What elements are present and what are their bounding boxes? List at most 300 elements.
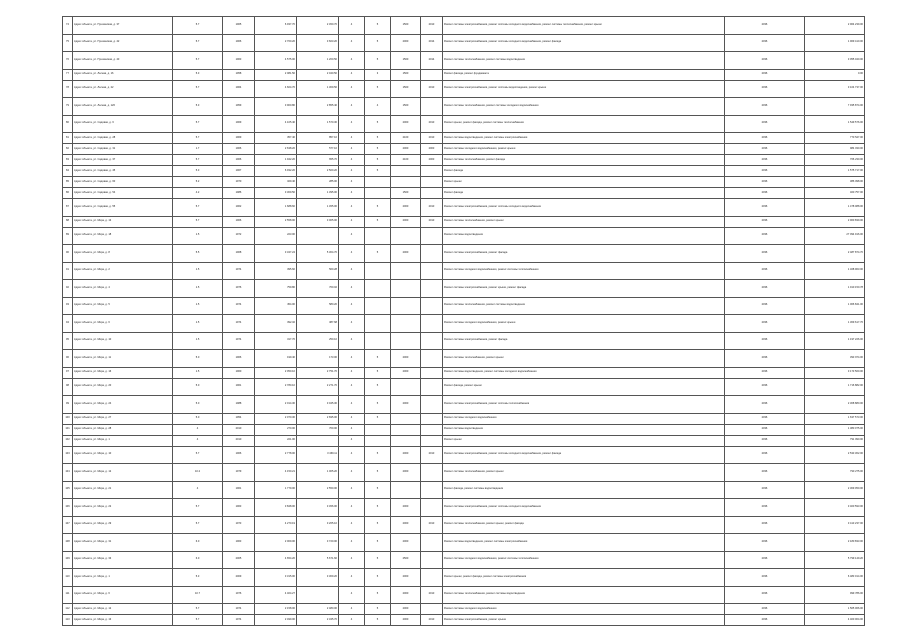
row-number: 107 [63,516,73,534]
year-cell: 1972 [223,227,255,245]
year-cell: 1966 [223,155,255,166]
repair-year-cell: 2036 [725,604,805,615]
table-row [63,424,865,435]
floors-cell [365,188,391,199]
entrances-cell: 4 [339,144,365,155]
address-cell: Адрес объекта, ул. Мира, д. 31 [73,534,173,552]
year-cell: 1974 [223,297,255,315]
work-types-cell: Ремонт системы холодного водоснабжения [443,604,725,615]
series-cell: 5.0 [173,396,223,414]
series-cell: 1.5 [173,297,223,315]
address-cell: Адрес объекта, ул. Мира, д. 6 [73,315,173,333]
area-cell: 223.00 [255,227,297,245]
address-cell: Адрес объекта, ул. Мира, д. 2 [73,262,173,280]
deadline-cell: 2003 [421,144,443,155]
table-row [63,245,865,263]
table-row [63,115,865,133]
cost-cell: 2 180 833.00 [805,534,865,552]
deadline-cell: 2013 [421,80,443,98]
repair-year-cell: 2036 [725,262,805,280]
area-cell: 1 942.20 [255,155,297,166]
area-cell: 4 575.00 [255,52,297,70]
table-row [63,464,865,482]
year-cell: 2010 [223,424,255,435]
floors-cell [365,262,391,280]
year-cell: 1976 [223,586,255,604]
work-types-cell: Ремонт системы холодного водоснабжения, ремонт системы теплоснабжения [443,262,725,280]
work-types-cell: Ремонт системы электроснабжения, ремонт системы холодного водоснабжения, ремонт фасада [443,34,725,52]
address-cell: Адрес объекта, ул. Садовая, д. 28 [73,133,173,144]
cost-cell: 1 197 226.00 [805,332,865,350]
floors-cell [365,297,391,315]
address-cell: Адрес объекта, ул. Садовая, д. 37 [73,155,173,166]
address-cell: Адрес объекта, ул. Мира, д. 27 [73,413,173,424]
work-types-cell: Ремонт системы электроснабжения, ремонт системы холодного водоснабжения, ремонт фасада [443,446,725,464]
work-types-cell: Ремонт системы холодного водоснабжения, ремонт крыши [443,315,725,333]
series-cell: 4 [173,481,223,499]
cost-cell: 984 030.00 [805,144,865,155]
cost-cell: 999 786.00 [805,586,865,604]
apartments-cell: 2000 [391,534,421,552]
table-row [63,499,865,517]
apartments-cell: 2000 [391,216,421,227]
year-cell: 1968 [223,245,255,263]
series-cell: 4.2 [173,188,223,199]
series-cell: 6.0 [173,551,223,569]
cost-cell: 1 910 150.78 [805,280,865,298]
apartments-cell [391,166,421,177]
deadline-cell [421,367,443,378]
floors-cell: 5 [365,17,391,35]
living-area-cell: 285.00 [297,177,339,188]
series-cell: 5.7 [173,115,223,133]
address-cell: Адрес объекта, ул. Мира, д. 4 [73,280,173,298]
repair-year-cell: 2036 [725,367,805,378]
address-cell: Адрес объекта, ул. Мира, д. 6 [73,586,173,604]
floors-cell: 5 [365,350,391,368]
row-number: 94 [63,315,73,333]
series-cell: 5.5 [173,245,223,263]
cost-cell: 0.00 [805,69,865,80]
table-row [63,604,865,615]
table-row [63,34,865,52]
repair-year-cell: 2036 [725,499,805,517]
living-area-cell: 3 469.11 [297,446,339,464]
series-cell: 4 [173,424,223,435]
series-cell: 5.7 [173,133,223,144]
repair-year-cell: 2036 [725,155,805,166]
work-types-cell: Ремонт системы электроснабжения, ремонт системы холодного водоснабжения, ремонт системы теплоснабжения, ремонт крыши [443,17,725,35]
repair-year-cell: 2036 [725,435,805,446]
living-area-cell [297,435,339,446]
table-row [63,481,865,499]
series-cell: 1.5 [173,367,223,378]
table-row [63,177,865,188]
area-cell: 4 270.19 [255,516,297,534]
table-row [63,446,865,464]
apartments-cell: 1500 [391,69,421,80]
year-cell: 1973 [223,516,255,534]
cost-cell: 6 483 014.00 [805,569,865,587]
entrances-cell: 4 [339,481,365,499]
cost-cell: 770 547.00 [805,133,865,144]
entrances-cell: 4 [339,551,365,569]
address-cell: Адрес объекта, ул. Мира, д. 8 [73,245,173,263]
work-types-cell: Ремонт системы теплоснабжения, ремонт крыши, ремонт фасада [443,516,725,534]
table-row [63,199,865,217]
series-cell: 5.7 [173,34,223,52]
floors-cell: 5 [365,413,391,424]
living-area-cell: 1 309.50 [297,80,339,98]
row-number: 95 [63,332,73,350]
repair-year-cell: 2036 [725,396,805,414]
floors-cell: 5 [365,378,391,396]
repair-year-cell: 2036 [725,52,805,70]
area-cell: 2 760.20 [255,34,297,52]
work-types-cell: Ремонт системы теплоснабжения, ремонт системы водоотведения [443,52,725,70]
table-row [63,280,865,298]
area-cell: 317.70 [255,332,297,350]
series-cell: 10.7 [173,586,223,604]
series-cell: 5.3 [173,569,223,587]
repair-year-cell: 2036 [725,80,805,98]
series-cell: 1.5 [173,262,223,280]
apartments-cell: 2100 [391,133,421,144]
address-cell: Адрес объекта, ул. Мира, д. 10 [73,446,173,464]
address-cell: Адрес объекта, ул. Мира, д. 24 [73,396,173,414]
apartments-cell: 2000 [391,144,421,155]
cost-cell: 1 369 617.76 [805,315,865,333]
work-types-cell: Ремонт системы электроснабжения, ремонт крыши, ремонт фасада [443,280,725,298]
repair-year-cell: 2036 [725,245,805,263]
cost-cell: 1 637 573.00 [805,413,865,424]
living-area-cell: 655.70 [297,155,339,166]
apartments-cell: 2000 [391,396,421,414]
floors-cell [365,280,391,298]
deadline-cell [421,481,443,499]
year-cell: 1961 [223,378,255,396]
work-types-cell: Ремонт системы электроснабжения, ремонт фасада [443,332,725,350]
series-cell: 5.0 [173,350,223,368]
cost-cell: 2 533 362.00 [805,446,865,464]
repair-year-cell: 2036 [725,378,805,396]
row-number: 103 [63,446,73,464]
row-number: 111 [63,586,73,604]
floors-cell: 5 [365,166,391,177]
repair-schedule-table [62,16,865,626]
repair-year-cell: 2036 [725,413,805,424]
apartments-cell [391,413,421,424]
series-cell: 5.7 [173,155,223,166]
address-cell: Адрес объекта, ул. Мира, д. 1 [73,435,173,446]
address-cell: Адрес объекта, ул. Мира, д. 5 [73,297,173,315]
work-types-cell: Ремонт фасада, ремонт фундамента [443,69,725,80]
year-cell: 1966 [223,34,255,52]
repair-year-cell: 2036 [725,216,805,227]
row-number: 110 [63,569,73,587]
series-cell: 1.7 [173,144,223,155]
deadline-cell [421,413,443,424]
year-cell: 2005 [223,551,255,569]
apartments-cell: 2000 [391,245,421,263]
apartments-cell: 1500 [391,188,421,199]
entrances-cell: 4 [339,34,365,52]
entrances-cell: 4 [339,177,365,188]
deadline-cell [421,297,443,315]
row-number: 82 [63,144,73,155]
row-number: 84 [63,166,73,177]
work-types-cell: Ремонт системы электроснабжения, ремонт системы холодного водоснабжения [443,499,725,517]
living-area-cell: 2 500.20 [297,166,339,177]
entrances-cell: 4 [339,166,365,177]
living-area-cell: 2 271.70 [297,378,339,396]
deadline-cell: 2014 [421,52,443,70]
apartments-cell: 2000 [391,499,421,517]
repair-year-cell: 2036 [725,144,805,155]
deadline-cell [421,435,443,446]
area-cell: 6 937.70 [255,17,297,35]
repair-year-cell: 2036 [725,177,805,188]
work-types-cell: Ремонт системы холодного водоснабжения, ремонт крыши [443,144,725,155]
row-number: 78 [63,80,73,98]
entrances-cell: 4 [339,315,365,333]
deadline-cell [421,424,443,435]
living-area-cell: 577.10 [297,144,339,155]
year-cell: 2010 [223,435,255,446]
table-row [63,586,865,604]
repair-year-cell: 2036 [725,332,805,350]
entrances-cell: 4 [339,155,365,166]
address-cell: Адрес объекта, ул. Садовая, д. 55 [73,199,173,217]
entrances-cell: 4 [339,499,365,517]
work-types-cell: Ремонт крыши, ремонт фасада, ремонт системы теплоснабжения [443,115,725,133]
series-cell: 5.7 [173,446,223,464]
cost-cell: 1 969 410.00 [805,34,865,52]
year-cell: 1967 [223,166,255,177]
area-cell: 2 158.00 [255,604,297,615]
address-cell: Адрес объекта, ул. Садовая, д. 6 [73,115,173,133]
area-cell: 1 688.60 [255,199,297,217]
work-types-cell: Ремонт системы электроснабжения, ремонт фасада [443,245,725,263]
floors-cell [365,315,391,333]
year-cell: 1974 [223,262,255,280]
address-cell: Адрес объекта, ул. Мира, д. 13 [73,216,173,227]
deadline-cell [421,166,443,177]
floors-cell: 5 [365,499,391,517]
floors-cell: 5 [365,80,391,98]
living-area-cell: 2 345.70 [297,615,339,626]
living-area-cell: 1 005.20 [297,464,339,482]
address-cell: Адрес объекта, ул. Мира, д. 12 [73,464,173,482]
series-cell: 6.0 [173,534,223,552]
address-cell: Адрес объекта, ул. Садовая, д. 60 [73,177,173,188]
apartments-cell: 2000 [391,34,421,52]
series-cell: 5.7 [173,604,223,615]
address-cell: Адрес объекта, ул. Мира, д. 10 [73,332,173,350]
row-number: 90 [63,245,73,263]
living-area-cell: 3 005.00 [297,216,339,227]
work-types-cell: Ремонт системы электроснабжения, ремонт системы водоотведения, ремонт крыши [443,80,725,98]
address-cell: Адрес объекта, ул. Мира, д. 21 [73,481,173,499]
series-cell: 5.7 [173,199,223,217]
table-row [63,413,865,424]
floors-cell [365,177,391,188]
entrances-cell: 4 [339,534,365,552]
deadline-cell [421,177,443,188]
area-cell: 2 780.10 [255,378,297,396]
work-types-cell: Ремонт системы теплоснабжения, ремонт системы холодного водоснабжения [443,98,725,116]
table-row [63,98,865,116]
entrances-cell: 4 [339,216,365,227]
work-types-cell: Ремонт системы теплоснабжения, ремонт фасада [443,155,725,166]
series-cell: 5.3 [173,98,223,116]
apartments-cell [391,332,421,350]
area-cell: 4 150.21 [255,464,297,482]
entrances-cell: 4 [339,280,365,298]
floors-cell: 5 [365,534,391,552]
table-row [63,569,865,587]
entrances-cell: 4 [339,297,365,315]
row-number: 105 [63,481,73,499]
living-area-cell: 3 456.00 [297,499,339,517]
entrances-cell: 4 [339,350,365,368]
entrances-cell: 4 [339,435,365,446]
deadline-cell [421,569,443,587]
area-cell: 3 315.00 [255,569,297,587]
living-area-cell: 3 265.10 [297,516,339,534]
floors-cell: 5 [365,133,391,144]
year-cell: 1964 [223,80,255,98]
floors-cell: 3 [365,69,391,80]
table-row [63,378,865,396]
floors-cell: 5 [365,604,391,615]
row-number: 99 [63,396,73,414]
series-cell: 5.0 [173,378,223,396]
living-area-cell: 2 040.50 [297,69,339,80]
floors-cell: 5 [365,516,391,534]
work-types-cell: Ремонт системы холодного водоснабжения, ремонт системы теплоснабжения [443,551,725,569]
living-area-cell: 1 570.30 [297,115,339,133]
floors-cell: 5 [365,586,391,604]
apartments-cell [391,378,421,396]
apartments-cell: 2000 [391,586,421,604]
repair-year-cell: 2036 [725,133,805,144]
deadline-cell [421,350,443,368]
table-row [63,69,865,80]
entrances-cell: 4 [339,69,365,80]
repair-year-cell: 2036 [725,297,805,315]
living-area-cell: 173.00 [297,350,339,368]
address-cell: Адрес объекта, ул. Мира, д. 16 [73,367,173,378]
address-cell: Адрес объекта, ул. Мира, д. 13 [73,615,173,626]
work-types-cell: Ремонт системы электроснабжения, ремонт крыши [443,615,725,626]
repair-year-cell: 2036 [725,98,805,116]
apartments-cell: 2000 [391,350,421,368]
floors-cell: 5 [365,481,391,499]
row-number: 106 [63,499,73,517]
row-number: 86 [63,188,73,199]
cost-cell: 4 400 004.00 [805,615,865,626]
deadline-cell [421,315,443,333]
table-row [63,534,865,552]
entrances-cell: 4 [339,199,365,217]
row-number: 87 [63,199,73,217]
cost-cell: 3 173 560.00 [805,367,865,378]
cost-cell: 2 960 839.00 [805,216,865,227]
living-area-cell: 700.00 [297,424,339,435]
living-area-cell: 760.02 [297,280,339,298]
floors-cell: 5 [365,199,391,217]
cost-cell: 1 066 841.00 [805,297,865,315]
row-number: 101 [63,424,73,435]
cost-cell: 3 055 040.00 [805,52,865,70]
cost-cell: 1 478 088.00 [805,199,865,217]
row-number: 113 [63,615,73,626]
deadline-cell [421,227,443,245]
cost-cell: 791 090.00 [805,435,865,446]
cost-cell: 27 094 916.00 [805,227,865,245]
deadline-cell [421,245,443,263]
row-number: 89 [63,227,73,245]
entrances-cell: 4 [339,17,365,35]
cost-cell: 790 275.00 [805,464,865,482]
apartments-cell: 2000 [391,199,421,217]
apartments-cell: 2500 [391,551,421,569]
area-cell: 395.60 [255,262,297,280]
repair-year-cell: 2036 [725,534,805,552]
entrances-cell: 4 [339,188,365,199]
repair-year-cell: 2036 [725,69,805,80]
deadline-cell [421,280,443,298]
series-cell: 1.5 [173,315,223,333]
series-cell: 1.5 [173,227,223,245]
cost-cell: 5 799 149.20 [805,551,865,569]
series-cell: 5.3 [173,69,223,80]
area-cell: 4 404.27 [255,586,297,604]
year-cell: 1958 [223,69,255,80]
area-cell: 2 081.50 [255,69,297,80]
cost-cell: 2 309 050.00 [805,481,865,499]
year-cell: 1963 [223,499,255,517]
floors-cell: 5 [365,155,391,166]
apartments-cell [391,424,421,435]
year-cell: 1966 [223,144,255,155]
repair-year-cell: 2036 [725,280,805,298]
repair-year-cell: 2036 [725,315,805,333]
living-area-cell: 2 480.00 [297,604,339,615]
floors-cell [365,332,391,350]
living-area-cell: 5 304.70 [297,245,339,263]
year-cell: 1986 [223,188,255,199]
year-cell: 1963 [223,52,255,70]
row-number: 85 [63,177,73,188]
living-area-cell [297,586,339,604]
floors-cell [365,227,391,245]
series-cell: 1.5 [173,332,223,350]
floors-cell: 5 [365,446,391,464]
work-types-cell: Ремонт фасада, ремонт системы водоотведения [443,481,725,499]
repair-year-cell: 2036 [725,350,805,368]
series-cell: 5.7 [173,17,223,35]
series-cell: 5.3 [173,166,223,177]
cost-cell: 1 380 075.00 [805,424,865,435]
living-area-cell: 2 751.70 [297,367,339,378]
area-cell: 3 309.50 [255,188,297,199]
apartments-cell [391,481,421,499]
cost-cell: 2 308 880.00 [805,396,865,414]
apartments-cell: 2000 [391,569,421,587]
apartments-cell: 2000 [391,446,421,464]
